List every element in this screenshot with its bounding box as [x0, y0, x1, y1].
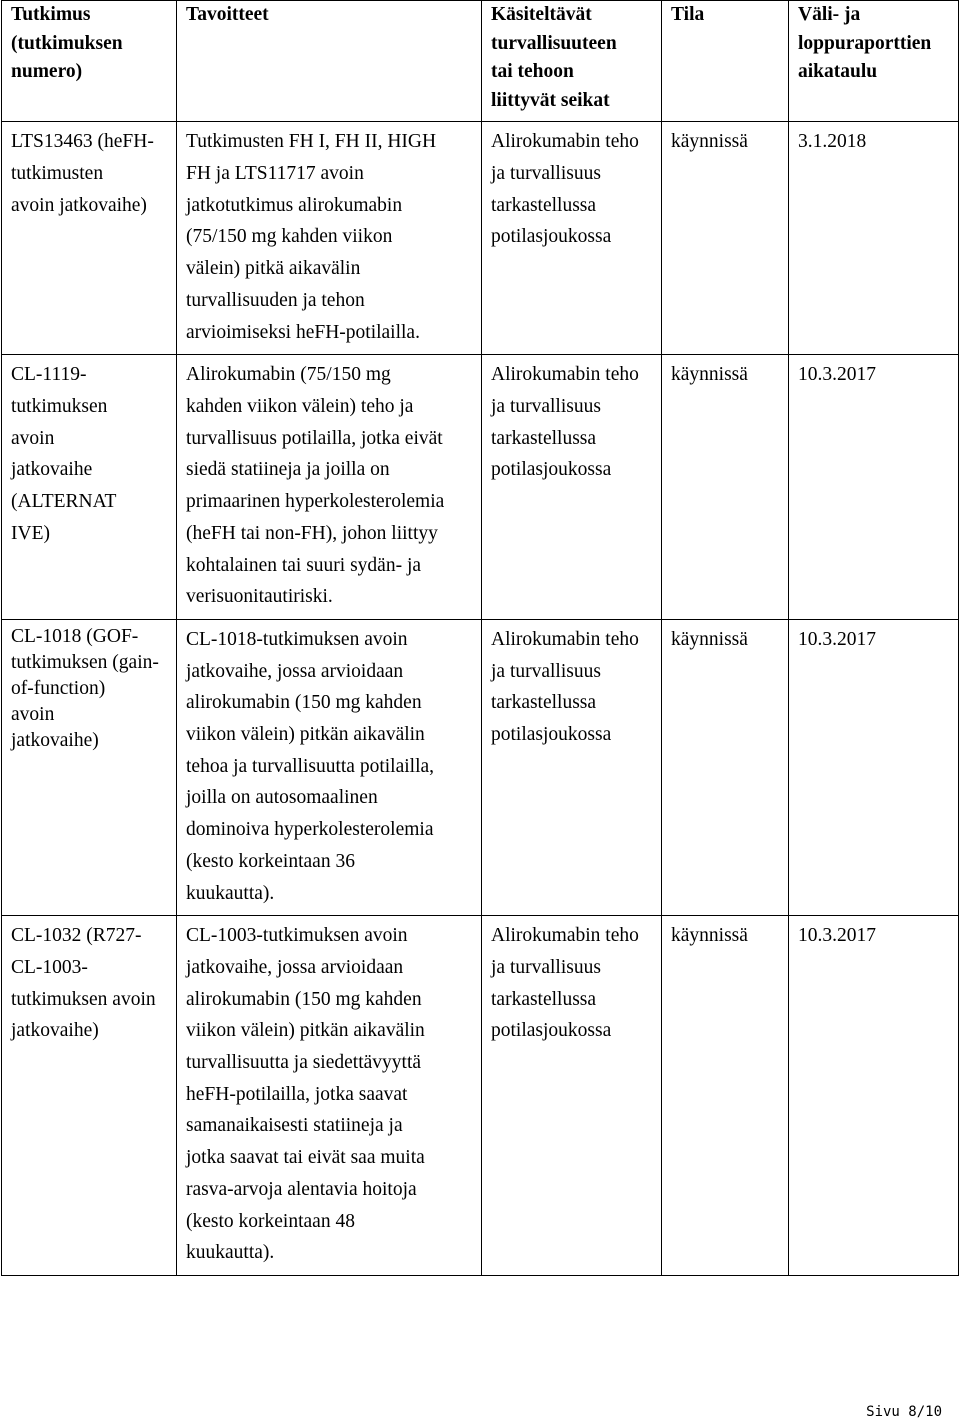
study-cell: LTS13463 (heFH- tutkimusten avoin jatkovaihe)	[2, 122, 177, 355]
table-row	[2, 619, 959, 915]
issues-cell: Alirokumabin teho ja turvallisuus tarkastellussa potilasjoukossa	[482, 122, 662, 355]
header-schedule: Väli- ja loppuraporttien aikataulu	[789, 1, 959, 122]
schedule-cell: 3.1.2018	[789, 122, 959, 355]
header-status: Tila	[662, 1, 789, 122]
goal-cell: CL-1003-tutkimuksen avoin jatkovaihe, jossa arvioidaan alirokumabin (150 mg kahden viikon välein) pitkän aikavälin turvallisuutta ja siedettävyyttä heFH-potilailla, jotka saavat samanaikaisesti statiineja ja jotka saavat tai eivät saa muita rasva-arvoja alentavia hoitoja (kesto korkeintaan 48 kuukautta).	[177, 916, 482, 1276]
schedule-cell: 10.3.2017	[789, 355, 959, 620]
header-row	[2, 1, 959, 122]
status-cell: käynnissä	[662, 355, 789, 620]
header-study: Tutkimus (tutkimuksen numero)	[2, 1, 177, 122]
header-goals: Tavoitteet	[177, 1, 482, 122]
goal-cell: Alirokumabin (75/150 mg kahden viikon välein) teho ja turvallisuus potilailla, jotka eivät siedä statiineja ja joilla on primaarinen hyperkolesterolemia (heFH tai non-FH), johon liittyy kohtalainen tai suuri sydän- ja verisuonitautiriski.	[177, 355, 482, 620]
issues-cell: Alirokumabin teho ja turvallisuus tarkastellussa potilasjoukossa	[482, 355, 662, 620]
study-table	[1, 0, 959, 1276]
header-issues: Käsiteltävät turvallisuuteen tai tehoon liittyvät seikat	[482, 1, 662, 122]
status-cell: käynnissä	[662, 122, 789, 355]
issues-cell: Alirokumabin teho ja turvallisuus tarkastellussa potilasjoukossa	[482, 619, 662, 915]
study-cell: CL-1119- tutkimuksen avoin jatkovaihe (ALTERNAT IVE)	[2, 355, 177, 620]
study-cell: CL-1018 (GOF- tutkimuksen (gain- of-function) avoin jatkovaihe)	[2, 619, 177, 915]
goal-cell: Tutkimusten FH I, FH II, HIGH FH ja LTS11717 avoin jatkotutkimus alirokumabin (75/150 mg kahden viikon välein) pitkä aikavälin turvallisuuden ja tehon arvioimiseksi heFH-potilailla.	[177, 122, 482, 355]
page-number: Sivu 8/10	[866, 1404, 942, 1420]
issues-cell: Alirokumabin teho ja turvallisuus tarkastellussa potilasjoukossa	[482, 916, 662, 1276]
goal-cell: CL-1018-tutkimuksen avoin jatkovaihe, jossa arvioidaan alirokumabin (150 mg kahden viikon välein) pitkän aikavälin tehoa ja turvallisuutta potilailla, joilla on autosomaalinen dominoiva hyperkolesterolemia (kesto korkeintaan 36 kuukautta).	[177, 619, 482, 915]
table-row	[2, 122, 959, 355]
status-cell: käynnissä	[662, 619, 789, 915]
status-cell: käynnissä	[662, 916, 789, 1276]
table-row	[2, 916, 959, 1276]
table-row	[2, 355, 959, 620]
study-cell: CL-1032 (R727- CL-1003- tutkimuksen avoin jatkovaihe)	[2, 916, 177, 1276]
schedule-cell: 10.3.2017	[789, 619, 959, 915]
schedule-cell: 10.3.2017	[789, 916, 959, 1276]
